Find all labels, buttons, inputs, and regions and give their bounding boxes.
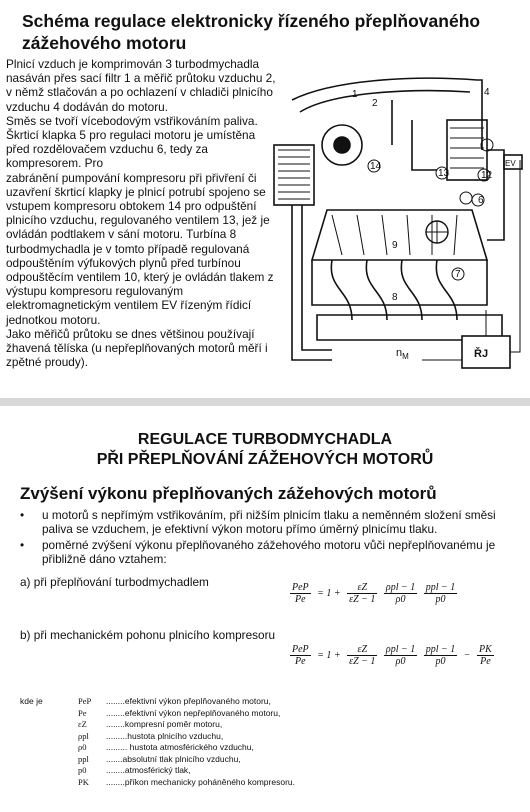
description-text: [6, 57, 278, 369]
ev-label: EV: [505, 159, 516, 168]
label-num: 2: [372, 98, 378, 109]
engine-block: [312, 210, 487, 260]
legend-text: ........příkon mechanicky poháněného kompresoru.: [106, 776, 295, 787]
label-num: 9: [392, 240, 398, 251]
legend-symbol: ppl: [78, 753, 89, 764]
legend-symbol: PK: [78, 776, 89, 787]
paragraph: Jako měřičů průtoku se dnes většinou používají žhavená tělíska (u nepřeplňovaných motorů měří i zpětné proudy).: [6, 326, 268, 370]
legend-row: [78, 731, 295, 743]
slide-title: REGULACE TURBODMYCHADLA PŘI PŘEPLŇOVÁNÍ ZÁŽEHOVÝCH MOTORŮ: [96, 431, 434, 468]
paragraph: Plnicí vzduch je komprimován 3 turbodmychadla nasáván přes sací filtr 1 a měřič průtoku vzduchu 2, v němž stlačován a po ochlazení v chladiči plnicího vzduchu 4 dodáván do motoru.: [6, 57, 276, 114]
intake-pipe: [292, 78, 482, 150]
label-num: 6: [478, 195, 484, 206]
paragraph: Škrticí klapka 5 pro regulaci motoru je umístěna před rozdělovačem vzduchu 6, tedy za kompresorem. Pro: [6, 128, 256, 171]
slide-title: Schéma regulace elektronicky řízeného přeplňovaného zážehového motoru: [22, 11, 481, 53]
paragraph: zabránění pumpování kompresoru při přivření či uzavření škrticí klapky je plnicí potrubí spojeno se vstupem kompresoru obtokem 14 pro odpuštění plnicího vzduchu, regulovaného ventilem 13, jež je ovládán podtlakem v sání motoru. Turbína 8 turbodmychadla je v tomto případě regulovaná odpouštěním výfukových plynů před turbínou odpouštěcím ventilem 10, který je ovládán tlakem z výstupu kompresoru regulovaným elektromagnetickým ventilem EV řízeným řídicí jednotkou motoru.: [6, 170, 274, 327]
legend-symbol: ρ0: [78, 742, 87, 752]
label-num: 12: [481, 170, 493, 181]
legend-text: .......absolutní tlak plnicího vzduchu,: [106, 753, 241, 764]
legend-symbol: PeP: [78, 696, 92, 706]
symbol-legend: [78, 696, 295, 788]
case-a-label: a) při přeplňování turbodmychadlem: [20, 575, 209, 589]
formula-mechanical: $\frac{\text{PeP}}{Pe}$ = 1 + $\frac{\varepsilon Z}{\varepsilon Z - 1}$ $\frac{\text{ρpl − 1}}{\rho 0}$ $\frac{\text{ppl − 1}}{p0}$ − $\frac{PK}{Pe}$: [292, 644, 492, 667]
list-item: • u motorů s nepřímým vstřikováním, při nižším plnicím tlaku a neměnném složení směsi paliva se vzduchem, je efektivní výkon motoru přímo úměrný plnicímu tlaku.: [20, 508, 510, 536]
slide-divider: [0, 398, 530, 406]
legend-symbol: Pe: [78, 707, 87, 718]
label-num: 7: [455, 269, 461, 280]
legend-text: ........kompresní poměr motoru,: [106, 719, 223, 729]
air-filter: [274, 145, 314, 205]
label-num: 4: [484, 87, 490, 98]
formula-turbo: $\frac{\text{PeP}}{Pe}$ = 1 + $\frac{\varepsilon Z}{\varepsilon Z - 1}$ $\frac{\text{ρpl − 1}}{\rho 0}$ $\frac{\text{ppl − 1}}{p0}$: [292, 582, 456, 605]
label-num: 1: [352, 89, 358, 100]
legend-symbol: ρpl: [78, 730, 89, 741]
engine-diagram: [272, 60, 524, 392]
legend-text: ........efektivní výkon přeplňovaného motoru,: [106, 696, 271, 706]
bullet-list: [20, 508, 510, 568]
legend-text: ........atmosférický tlak,: [106, 765, 191, 775]
nm-label: $n_M$: [396, 347, 409, 361]
legend-symbol: p0: [78, 765, 87, 775]
legend-intro: kde je: [20, 696, 43, 706]
legend-row: [78, 719, 295, 731]
slide-regulace: [0, 406, 530, 812]
legend-row: [78, 765, 295, 777]
list-item: • poměrné zvýšení výkonu přeplňovaného zážehového motoru vůči nepřeplňovanému je přibližně dáno vztahem:: [20, 538, 510, 566]
legend-text: ........efektivní výkon nepřeplňovaného motoru,: [106, 707, 281, 718]
paragraph: Směs se tvoří vícebodovým vstřikováním paliva.: [6, 113, 258, 128]
label-num: 13: [438, 168, 450, 179]
legend-text: .........hustota plnicího vzduchu,: [106, 730, 224, 741]
label-num: 14: [370, 161, 382, 172]
legend-row: [78, 696, 295, 708]
label-num: 8: [392, 292, 398, 303]
legend-symbol: εZ: [78, 719, 87, 729]
slide-schema: [0, 0, 530, 400]
legend-row: [78, 754, 295, 766]
legend-text: ......... hustota atmosférického vzduchu,: [106, 742, 254, 752]
legend-row: [78, 708, 295, 720]
rj-label: ŘJ: [474, 348, 489, 360]
legend-row: [78, 777, 295, 789]
legend-row: [78, 742, 295, 754]
case-b-label: b) při mechanickém pohonu plnicího kompresoru: [20, 628, 276, 642]
section-heading: Zvýšení výkonu přeplňovaných zážehových motorů: [20, 484, 437, 503]
